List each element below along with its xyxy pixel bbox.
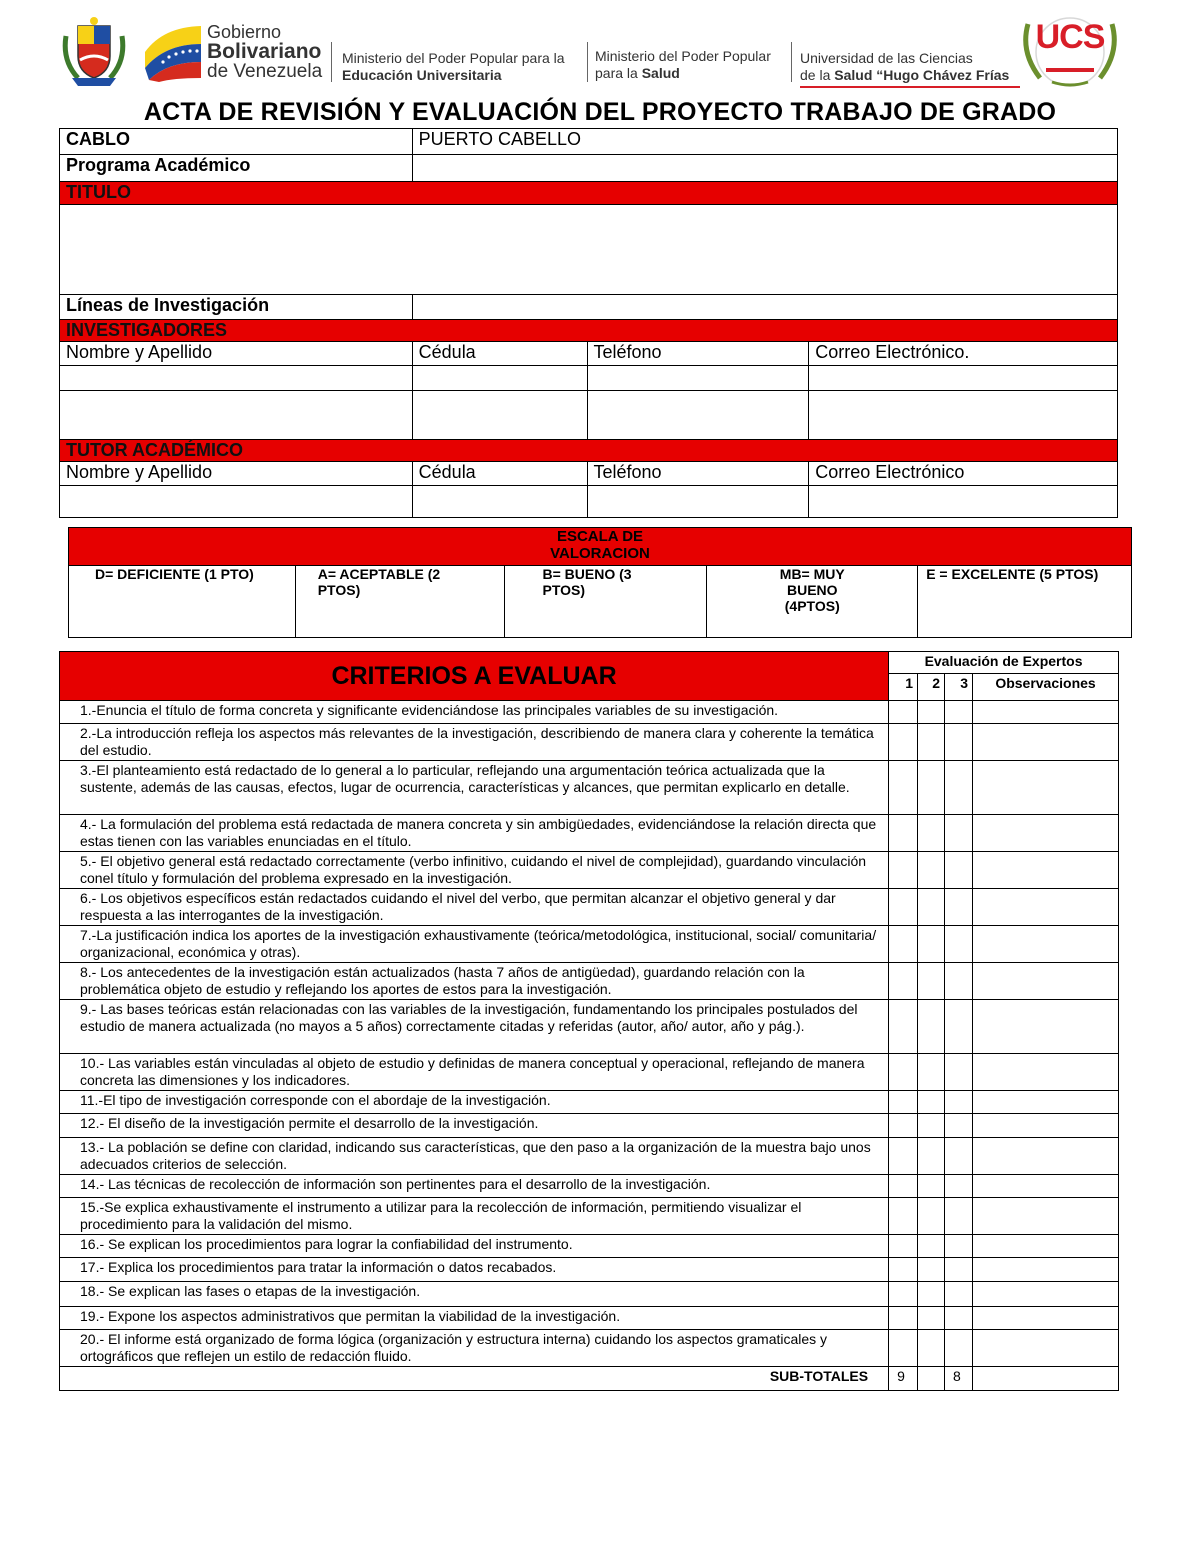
score-2-cell[interactable] bbox=[918, 701, 945, 724]
score-3-cell[interactable] bbox=[945, 701, 973, 724]
observation-cell[interactable] bbox=[973, 963, 1119, 1000]
observation-cell[interactable] bbox=[973, 1138, 1119, 1175]
score-3-cell[interactable] bbox=[945, 761, 973, 815]
criteria-row bbox=[60, 1282, 1119, 1307]
observation-cell[interactable] bbox=[973, 1175, 1119, 1198]
observation-cell[interactable] bbox=[973, 761, 1119, 815]
criteria-text: 13.- La población se define con claridad, indicando sus características, que den paso a la organización de la muestra bajo unos adecuados criterios de selección. bbox=[60, 1138, 889, 1175]
score-1-cell[interactable] bbox=[889, 701, 918, 724]
observation-cell[interactable] bbox=[973, 1000, 1119, 1054]
scale-item: MB= MUY BUENO (4PTOS) bbox=[707, 566, 918, 638]
criteria-row bbox=[60, 852, 1119, 889]
program-value-field[interactable] bbox=[412, 155, 1117, 182]
score-1-cell[interactable] bbox=[889, 1091, 918, 1114]
criteria-text: 8.- Los antecedentes de la investigación están actualizados (hasta 7 años de antigüedad), guardando relación con la problemática objeto de estudio y reflejando los aportes de estos para la investigación. bbox=[60, 963, 889, 1000]
subtotal-row bbox=[60, 1367, 1119, 1391]
expert-col-2: 2 bbox=[918, 674, 945, 701]
project-info-table bbox=[59, 128, 1118, 518]
scale-items-row bbox=[69, 566, 1132, 638]
observation-cell[interactable] bbox=[973, 1330, 1119, 1367]
score-3-cell[interactable] bbox=[945, 1307, 973, 1330]
investigador-nombre-field[interactable] bbox=[60, 391, 413, 440]
score-1-cell[interactable] bbox=[889, 761, 918, 815]
observation-cell[interactable] bbox=[973, 852, 1119, 889]
score-1-cell[interactable] bbox=[889, 889, 918, 926]
gov-logo-text bbox=[207, 22, 322, 82]
observation-cell[interactable] bbox=[973, 889, 1119, 926]
titulo-row bbox=[60, 182, 1118, 205]
score-2-cell[interactable] bbox=[918, 1282, 945, 1307]
score-1-cell[interactable] bbox=[889, 852, 918, 889]
header-divider bbox=[791, 42, 792, 82]
score-2-cell[interactable] bbox=[918, 1054, 945, 1091]
lineas-value-field[interactable] bbox=[412, 295, 1117, 320]
ministry-education-line2: Educación Universitaria bbox=[342, 67, 502, 83]
gov-line3: de Venezuela bbox=[207, 61, 323, 82]
lineas-label: Líneas de Investigación bbox=[60, 295, 413, 320]
criteria-row bbox=[60, 1114, 1119, 1138]
criteria-text: 20.- El informe está organizado de forma lógica (organización y estructura interna) cuidando los aspectos gramaticales y ortográficos que reflejen un estilo de redacción fluido. bbox=[60, 1330, 889, 1367]
ministry-health bbox=[595, 48, 771, 82]
score-3-cell[interactable] bbox=[945, 1258, 973, 1282]
university-prefix: de la bbox=[800, 67, 835, 83]
col-nombre: Nombre y Apellido bbox=[60, 462, 413, 486]
ministry-health-line1: Ministerio del Poder Popular bbox=[595, 48, 771, 64]
score-1-cell[interactable] bbox=[889, 1235, 918, 1258]
header-red-underline bbox=[800, 86, 1020, 88]
tutor-label: TUTOR ACADÉMICO bbox=[60, 440, 1118, 462]
score-2-cell[interactable] bbox=[918, 815, 945, 852]
criteria-row bbox=[60, 815, 1119, 852]
score-3-cell[interactable] bbox=[945, 963, 973, 1000]
expert-col-3: 3 bbox=[945, 674, 973, 701]
score-1-cell[interactable] bbox=[889, 815, 918, 852]
score-2-cell[interactable] bbox=[918, 1091, 945, 1114]
criteria-row bbox=[60, 724, 1119, 761]
score-3-cell[interactable] bbox=[945, 1175, 973, 1198]
col-correo: Correo Electrónico. bbox=[809, 342, 1118, 366]
score-2-cell[interactable] bbox=[918, 1235, 945, 1258]
scale-item: D= DEFICIENTE (1 PTO) bbox=[69, 566, 296, 638]
scale-heading-line2: VALORACION bbox=[550, 545, 650, 562]
ministry-education-line1: Ministerio del Poder Popular para la bbox=[342, 50, 565, 66]
score-2-cell[interactable] bbox=[918, 1000, 945, 1054]
investigadores-label: INVESTIGADORES bbox=[60, 320, 1118, 342]
criteria-text: 18.- Se explican las fases o etapas de la investigación. bbox=[60, 1282, 889, 1307]
rating-scale-table bbox=[68, 527, 1132, 638]
score-1-cell[interactable] bbox=[889, 926, 918, 963]
score-3-cell[interactable] bbox=[945, 1054, 973, 1091]
tutor-telefono-field[interactable] bbox=[587, 486, 809, 518]
score-2-cell[interactable] bbox=[918, 1198, 945, 1235]
score-2-cell[interactable] bbox=[918, 1138, 945, 1175]
criteria-text: 3.-El planteamiento está redactado de lo general a lo particular, reflejando una argumentación teórica actualizada que la sustente, además de las causas, efectos, lugar de ocurrencia, características y alcances, que permitan explicarlo en detalle. bbox=[60, 761, 889, 815]
lineas-row bbox=[60, 295, 1118, 320]
scale-heading-line1: ESCALA DE bbox=[556, 528, 644, 545]
observation-cell[interactable] bbox=[973, 1091, 1119, 1114]
score-3-cell[interactable] bbox=[945, 724, 973, 761]
criteria-row bbox=[60, 1235, 1119, 1258]
score-1-cell[interactable] bbox=[889, 1330, 918, 1367]
score-2-cell[interactable] bbox=[918, 1330, 945, 1367]
criteria-text: 11.-El tipo de investigación corresponde con el abordaje de la investigación. bbox=[60, 1091, 889, 1114]
ministry-health-bold: Salud bbox=[641, 65, 680, 81]
criteria-row bbox=[60, 1175, 1119, 1198]
score-3-cell[interactable] bbox=[945, 1091, 973, 1114]
criteria-heading: CRITERIOS A EVALUAR bbox=[60, 652, 889, 701]
score-3-cell[interactable] bbox=[945, 1000, 973, 1054]
university-name bbox=[800, 50, 1018, 84]
score-1-cell[interactable] bbox=[889, 1307, 918, 1330]
score-2-cell[interactable] bbox=[918, 926, 945, 963]
venezuela-flag-icon bbox=[143, 22, 203, 82]
investigador-correo-field[interactable] bbox=[809, 391, 1118, 440]
university-line2 bbox=[800, 67, 1018, 84]
subtotal-1[interactable]: 9 bbox=[889, 1367, 918, 1391]
score-1-cell[interactable] bbox=[889, 1258, 918, 1282]
investigadores-row bbox=[60, 320, 1118, 342]
investigador-row bbox=[60, 366, 1118, 391]
observation-cell[interactable] bbox=[973, 1258, 1119, 1282]
criteria-body bbox=[60, 701, 1119, 1367]
observation-cell[interactable] bbox=[973, 701, 1119, 724]
criteria-text: 9.- Las bases teóricas están relacionadas con las variables de la investigación, fundamentando los principales postulados del estudio de manera actualizada (no mayos a 5 años) correctamente citadas y referidas (autor, año/ autor, año y pág.). bbox=[60, 1000, 889, 1054]
investigador-correo-field[interactable] bbox=[809, 366, 1118, 391]
criteria-text: 7.-La justificación indica los aportes de la investigación exhaustivamente (teórica/metodológica, institucional, social/ comunitaria/ organizacional, económica y otras). bbox=[60, 926, 889, 963]
observation-cell[interactable] bbox=[973, 1114, 1119, 1138]
score-1-cell[interactable] bbox=[889, 1198, 918, 1235]
observation-cell[interactable] bbox=[973, 815, 1119, 852]
cablo-value: PUERTO CABELLO bbox=[412, 129, 1117, 155]
criteria-head-row bbox=[60, 652, 1119, 674]
criteria-row bbox=[60, 1258, 1119, 1282]
criteria-text: 5.- El objetivo general está redactado correctamente (verbo infinitivo, cuidando el nivel de complejidad), guardando vinculación conel título y formulación del problema expresado en la investigación. bbox=[60, 852, 889, 889]
col-cedula: Cédula bbox=[412, 462, 587, 486]
tutor-nombre-field[interactable] bbox=[60, 486, 413, 518]
score-3-cell[interactable] bbox=[945, 1114, 973, 1138]
col-nombre: Nombre y Apellido bbox=[60, 342, 413, 366]
investigador-telefono-field[interactable] bbox=[587, 366, 809, 391]
criteria-text: 6.- Los objetivos específicos están redactados cuidando el nivel del verbo, que permitan alcanzar el objetivo general y dar respuesta a las interrogantes de la investigación. bbox=[60, 889, 889, 926]
criteria-row bbox=[60, 1330, 1119, 1367]
criteria-row bbox=[60, 963, 1119, 1000]
score-1-cell[interactable] bbox=[889, 1114, 918, 1138]
score-1-cell[interactable] bbox=[889, 1282, 918, 1307]
criteria-row bbox=[60, 1307, 1119, 1330]
scale-item: E = EXCELENTE (5 PTOS) bbox=[918, 566, 1132, 638]
score-1-cell[interactable] bbox=[889, 724, 918, 761]
scale-item: A= ACEPTABLE (2 PTOS) bbox=[295, 566, 504, 638]
criteria-text: 1.-Enuncia el título de forma concreta y significante evidenciándose las principales variables de su investigación. bbox=[60, 701, 889, 724]
titulo-value-row bbox=[60, 205, 1118, 295]
score-1-cell[interactable] bbox=[889, 1138, 918, 1175]
observation-cell[interactable] bbox=[973, 1198, 1119, 1235]
score-2-cell[interactable] bbox=[918, 761, 945, 815]
criteria-text: 16.- Se explican los procedimientos para lograr la confiabilidad del instrumento. bbox=[60, 1235, 889, 1258]
score-2-cell[interactable] bbox=[918, 1258, 945, 1282]
cablo-label: CABLO bbox=[60, 129, 413, 155]
tutor-data-row bbox=[60, 486, 1118, 518]
observation-cell[interactable] bbox=[973, 1307, 1119, 1330]
score-2-cell[interactable] bbox=[918, 1114, 945, 1138]
score-3-cell[interactable] bbox=[945, 889, 973, 926]
subtotal-observations[interactable] bbox=[973, 1367, 1119, 1391]
criteria-text: 15.-Se explica exhaustivamente el instrumento a utilizar para la recolección de información, permitiendo visualizar el procedimiento para la validación del mismo. bbox=[60, 1198, 889, 1235]
scale-item: B= BUENO (3 PTOS) bbox=[504, 566, 707, 638]
ministry-health-prefix: para la bbox=[595, 65, 642, 81]
criteria-text: 2.-La introducción refleja los aspectos más relevantes de la investigación, describiendo de manera clara y coherente la temática del estudio. bbox=[60, 724, 889, 761]
score-1-cell[interactable] bbox=[889, 1175, 918, 1198]
criteria-row bbox=[60, 701, 1119, 724]
observation-cell[interactable] bbox=[973, 1054, 1119, 1091]
observation-cell[interactable] bbox=[973, 1235, 1119, 1258]
gov-line1: Gobierno bbox=[207, 22, 282, 42]
score-3-cell[interactable] bbox=[945, 815, 973, 852]
tutor-correo-field[interactable] bbox=[809, 486, 1118, 518]
col-telefono: Teléfono bbox=[587, 342, 809, 366]
tutor-row bbox=[60, 440, 1118, 462]
expert-col-1: 1 bbox=[889, 674, 918, 701]
tutor-header-row bbox=[60, 462, 1118, 486]
header-divider bbox=[587, 42, 588, 82]
criteria-row bbox=[60, 761, 1119, 815]
ministry-education bbox=[342, 50, 565, 84]
criteria-text: 4.- La formulación del problema está redactada de manera concreta y sin ambigüedades, evidenciándose la relación directa que estas tienen con las variables enunciadas en el título. bbox=[60, 815, 889, 852]
gov-line2: Bolivariano bbox=[207, 40, 322, 63]
criteria-row bbox=[60, 889, 1119, 926]
subtotal-3[interactable]: 8 bbox=[945, 1367, 973, 1391]
score-3-cell[interactable] bbox=[945, 1235, 973, 1258]
scale-heading bbox=[69, 528, 1132, 566]
score-2-cell[interactable] bbox=[918, 1175, 945, 1198]
university-line1: Universidad de las Ciencias bbox=[800, 50, 973, 66]
criteria-text: 10.- Las variables están vinculadas al objeto de estudio y definidas de manera conceptual y operacional, reflejando de manera concreta las dimensiones y los indicadores. bbox=[60, 1054, 889, 1091]
score-2-cell[interactable] bbox=[918, 852, 945, 889]
experts-label: Evaluación de Expertos bbox=[889, 652, 1119, 674]
score-1-cell[interactable] bbox=[889, 963, 918, 1000]
score-3-cell[interactable] bbox=[945, 1198, 973, 1235]
page-title: ACTA DE REVISIÓN Y EVALUACIÓN DEL PROYECTO TRABAJO DE GRADO bbox=[143, 98, 1057, 126]
tutor-cedula-field[interactable] bbox=[412, 486, 587, 518]
score-2-cell[interactable] bbox=[918, 1307, 945, 1330]
subtotal-2[interactable] bbox=[918, 1367, 945, 1391]
header-divider bbox=[331, 42, 332, 82]
criteria-text: 12.- El diseño de la investigación permite el desarrollo de la investigación. bbox=[60, 1114, 889, 1138]
ucs-logo-text: UCS bbox=[1035, 18, 1105, 56]
score-3-cell[interactable] bbox=[945, 926, 973, 963]
cablo-row bbox=[60, 129, 1118, 155]
score-1-cell[interactable] bbox=[889, 1054, 918, 1091]
criteria-row bbox=[60, 926, 1119, 963]
investigadores-header-row bbox=[60, 342, 1118, 366]
investigador-cedula-field[interactable] bbox=[412, 366, 587, 391]
observation-cell[interactable] bbox=[973, 724, 1119, 761]
score-2-cell[interactable] bbox=[918, 963, 945, 1000]
score-2-cell[interactable] bbox=[918, 724, 945, 761]
investigador-telefono-field[interactable] bbox=[587, 391, 809, 440]
score-2-cell[interactable] bbox=[918, 889, 945, 926]
col-telefono: Teléfono bbox=[587, 462, 809, 486]
investigador-nombre-field[interactable] bbox=[60, 366, 413, 391]
observation-cell[interactable] bbox=[973, 1282, 1119, 1307]
ucs-logo bbox=[1020, 12, 1120, 90]
scale-heading-row bbox=[69, 528, 1132, 566]
criteria-row bbox=[60, 1054, 1119, 1091]
score-3-cell[interactable] bbox=[945, 1138, 973, 1175]
observations-label: Observaciones bbox=[973, 674, 1119, 701]
program-row bbox=[60, 155, 1118, 182]
criteria-table bbox=[59, 651, 1119, 1391]
coat-of-arms-icon bbox=[60, 16, 128, 88]
investigador-cedula-field[interactable] bbox=[412, 391, 587, 440]
col-cedula: Cédula bbox=[412, 342, 587, 366]
criteria-text: 14.- Las técnicas de recolección de información son pertinentes para el desarrollo de la investigación. bbox=[60, 1175, 889, 1198]
university-bold: Salud “Hugo Chávez Frías bbox=[834, 67, 1010, 83]
score-1-cell[interactable] bbox=[889, 1000, 918, 1054]
program-label: Programa Académico bbox=[60, 155, 413, 182]
score-3-cell[interactable] bbox=[945, 852, 973, 889]
observation-cell[interactable] bbox=[973, 926, 1119, 963]
titulo-value-field[interactable] bbox=[60, 205, 1118, 295]
col-correo: Correo Electrónico bbox=[809, 462, 1118, 486]
score-3-cell[interactable] bbox=[945, 1330, 973, 1367]
titulo-label: TITULO bbox=[60, 182, 1118, 205]
score-3-cell[interactable] bbox=[945, 1282, 973, 1307]
investigador-row bbox=[60, 391, 1118, 440]
criteria-text: 17.- Explica los procedimientos para tratar la información o datos recabados. bbox=[60, 1258, 889, 1282]
criteria-text: 19.- Expone los aspectos administrativos que permitan la viabilidad de la investigación. bbox=[60, 1307, 889, 1330]
ministry-health-line2 bbox=[595, 65, 771, 82]
criteria-row bbox=[60, 1091, 1119, 1114]
criteria-row bbox=[60, 1000, 1119, 1054]
criteria-row bbox=[60, 1198, 1119, 1235]
criteria-row bbox=[60, 1138, 1119, 1175]
subtotal-label: SUB-TOTALES bbox=[60, 1367, 889, 1391]
